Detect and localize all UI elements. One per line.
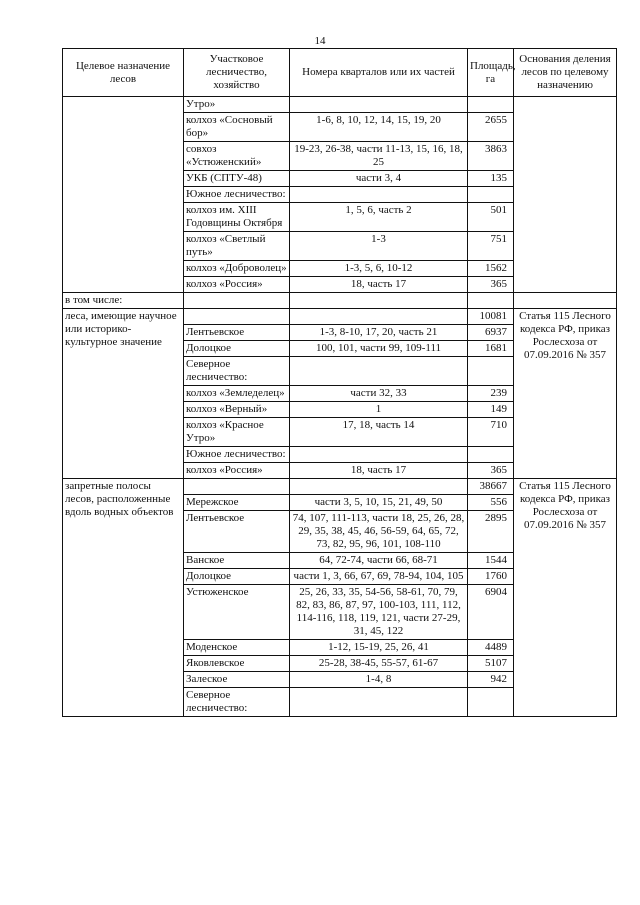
quarters-cell [290,447,468,463]
empty-cell [514,293,617,309]
quarters-cell [290,479,468,495]
quarters-cell: 1 [290,402,468,418]
quarters-cell [290,187,468,203]
area-cell: 556 [468,495,514,511]
forestry-cell: колхоз им. XIII Годовщины Октября [184,203,290,232]
forestry-cell: Ванское [184,553,290,569]
area-cell [468,97,514,113]
quarters-cell: 1-3, 8-10, 17, 20, часть 21 [290,325,468,341]
area-cell: 2895 [468,511,514,553]
area-cell: 135 [468,171,514,187]
area-cell [468,447,514,463]
empty-cell [468,293,514,309]
area-cell [468,187,514,203]
forestry-cell [184,309,290,325]
forestry-cell: УКБ (СПТУ-48) [184,171,290,187]
area-cell: 1544 [468,553,514,569]
forest-table [62,48,617,717]
purpose-cell: запретные полосы лесов, расположенные вдоль водных объектов [63,479,184,717]
quarters-cell [290,309,468,325]
quarters-cell: части 3, 5, 10, 15, 21, 49, 50 [290,495,468,511]
quarters-cell [290,357,468,386]
forestry-cell: колхоз «Светлый путь» [184,232,290,261]
basis-cell: Статья 115 Лесного кодекса РФ, приказ Рослесхоза от 07.09.2016 № 357 [514,309,617,479]
quarters-cell: 100, 101, части 99, 109-111 [290,341,468,357]
forestry-cell: Залеское [184,672,290,688]
area-cell: 3863 [468,142,514,171]
forestry-cell: Лентьевское [184,511,290,553]
area-cell: 942 [468,672,514,688]
page-number: 14 [314,35,326,47]
quarters-cell: 1-12, 15-19, 25, 26, 41 [290,640,468,656]
area-cell: 1681 [468,341,514,357]
forestry-cell: колхоз «Доброволец» [184,261,290,277]
area-cell: 149 [468,402,514,418]
forestry-cell: Яковлевское [184,656,290,672]
header-area: Площадь, га [468,49,514,97]
table-row-group-total [63,479,617,495]
quarters-cell: части 32, 33 [290,386,468,402]
forestry-cell: Северное лесничество: [184,688,290,717]
forestry-cell: Северное лесничество: [184,357,290,386]
area-cell: 1760 [468,569,514,585]
quarters-cell: 18, часть 17 [290,277,468,293]
area-cell: 710 [468,418,514,447]
area-cell: 2655 [468,113,514,142]
quarters-cell: 1-4, 8 [290,672,468,688]
forestry-cell: Моденское [184,640,290,656]
forestry-cell: колхоз «Верный» [184,402,290,418]
header-forestry: Участковое лесничество, хозяйство [184,49,290,97]
quarters-cell [290,688,468,717]
quarters-cell: 25-28, 38-45, 55-57, 61-67 [290,656,468,672]
quarters-cell: части 3, 4 [290,171,468,187]
basis-cell-continued [514,97,617,293]
forestry-cell [184,479,290,495]
in-that-number-label: в том числе: [63,293,184,309]
quarters-cell: 19-23, 26-38, части 11-13, 15, 16, 18, 25 [290,142,468,171]
forestry-cell: Южное лесничество: [184,447,290,463]
area-total-cell: 38667 [468,479,514,495]
empty-cell [184,293,290,309]
forestry-cell: колхоз «Россия» [184,463,290,479]
quarters-cell: 64, 72-74, части 66, 68-71 [290,553,468,569]
table-row-group-total [63,309,617,325]
table-body [63,97,617,717]
forestry-cell: Долоцкое [184,341,290,357]
area-cell: 6904 [468,585,514,640]
quarters-cell: 18, часть 17 [290,463,468,479]
quarters-cell: 1-3, 5, 6, 10-12 [290,261,468,277]
basis-cell: Статья 115 Лесного кодекса РФ, приказ Рослесхоза от 07.09.2016 № 357 [514,479,617,717]
area-cell: 239 [468,386,514,402]
header-basis: Основания деления лесов по целевому назначению [514,49,617,97]
table-row-subheading [63,293,617,309]
forestry-cell: колхоз «Сосновый бор» [184,113,290,142]
table-header-row [63,49,617,97]
empty-cell [290,293,468,309]
forestry-cell: колхоз «Россия» [184,277,290,293]
area-cell: 4489 [468,640,514,656]
forestry-cell: колхоз «Красное Утро» [184,418,290,447]
quarters-cell: 17, 18, часть 14 [290,418,468,447]
quarters-cell: 1-3 [290,232,468,261]
forestry-cell: Долоцкое [184,569,290,585]
quarters-cell: части 1, 3, 66, 67, 69, 78-94, 104, 105 [290,569,468,585]
area-cell: 1562 [468,261,514,277]
area-cell: 365 [468,277,514,293]
forestry-cell: Мережское [184,495,290,511]
forestry-cell: Устюженское [184,585,290,640]
area-cell [468,357,514,386]
quarters-cell: 25, 26, 33, 35, 54-56, 58-61, 70, 79, 82, 83, 86, 87, 97, 100-103, 111, 112, 114-116, 118, 119, 121, части 27-29, 31, 45, 122 [290,585,468,640]
forestry-cell: Лентьевское [184,325,290,341]
forestry-cell: колхоз «Земледелец» [184,386,290,402]
purpose-cell: леса, имеющие научное или историко-культурное значение [63,309,184,479]
forestry-cell: совхоз «Устюженский» [184,142,290,171]
area-cell: 501 [468,203,514,232]
header-quarters: Номера кварталов или их частей [290,49,468,97]
area-cell: 5107 [468,656,514,672]
area-total-cell: 10081 [468,309,514,325]
area-cell [468,688,514,717]
quarters-cell: 74, 107, 111-113, части 18, 25, 26, 28, 29, 35, 38, 45, 46, 56-59, 64, 65, 72, 73, 82, 95, 96, 101, 108-110 [290,511,468,553]
quarters-cell [290,97,468,113]
header-purpose: Целевое назначение лесов [63,49,184,97]
area-cell: 365 [468,463,514,479]
quarters-cell: 1-6, 8, 10, 12, 14, 15, 19, 20 [290,113,468,142]
forestry-cell: Утро» [184,97,290,113]
area-cell: 6937 [468,325,514,341]
quarters-cell: 1, 5, 6, часть 2 [290,203,468,232]
table-row [63,97,617,113]
purpose-cell-continued [63,97,184,293]
area-cell: 751 [468,232,514,261]
forestry-cell: Южное лесничество: [184,187,290,203]
